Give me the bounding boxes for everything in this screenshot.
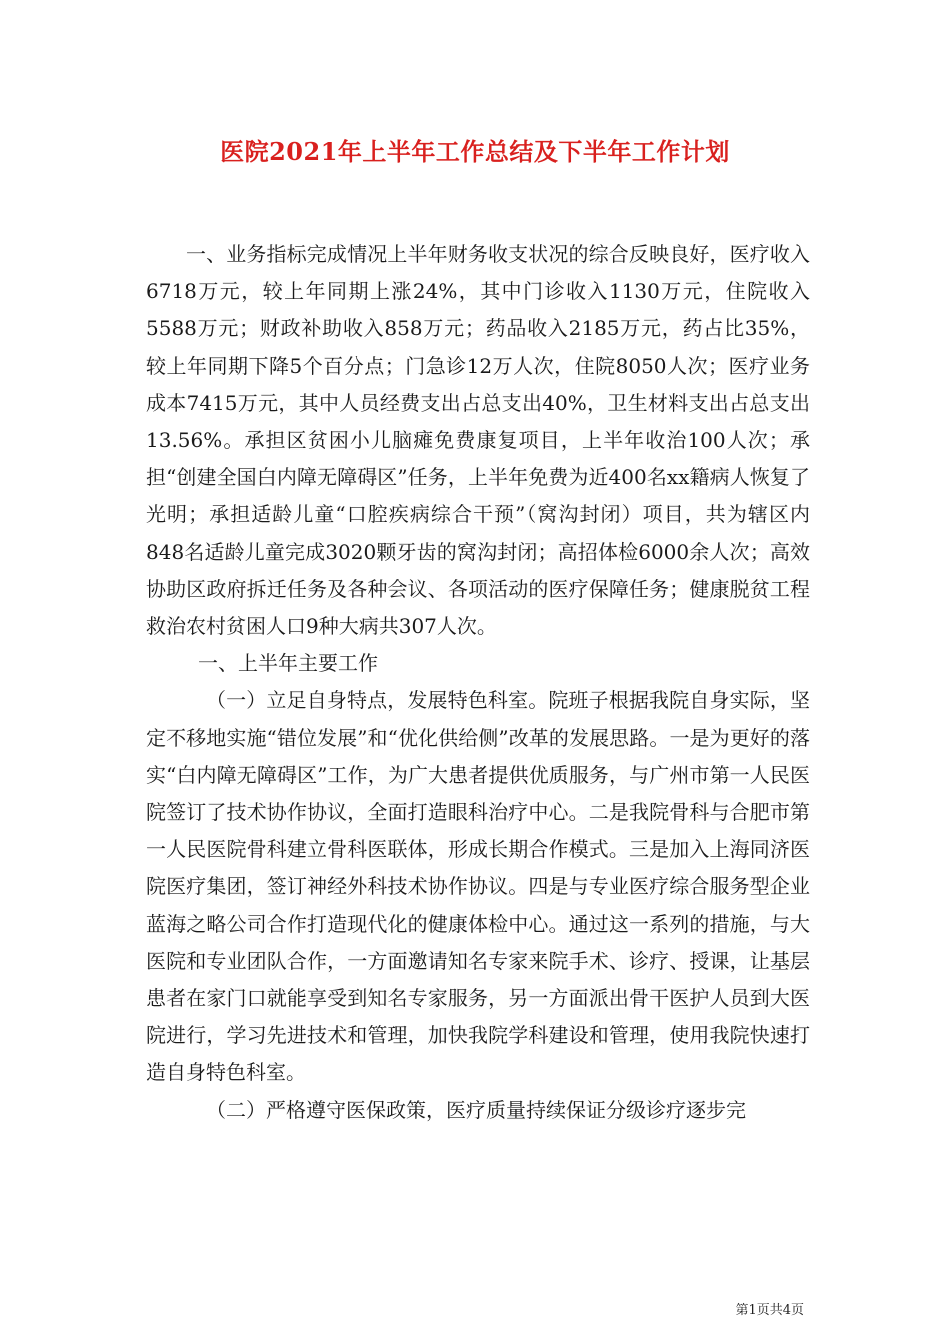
page-number-footer: 第1页共4页 [735, 1303, 804, 1318]
document-title: 医院2021年上半年工作总结及下半年工作计划 [220, 137, 730, 166]
paragraph-medical-insurance: （二）严格遵守医保政策，医疗质量持续保证分级诊疗逐步完 [206, 1097, 746, 1122]
section-heading-main-work: 一、上半年主要工作 [198, 651, 378, 676]
document-body [146, 236, 810, 1129]
paragraph-specialty-departments: （一）立足自身特点，发展特色科室。院班子根据我院自身实际，坚定不移地实施“错位发展”和“优化供给侧”改革的发展思路。一是为更好的落实“白内障无障碍区”工作，为广大患者提供优质服务，与广州市第一人民医院签订了技术协作协议，全面打造眼科治疗中心。二是我院骨科与合肥市第一人民医院骨科建立骨科医联体，形成长期合作模式。三是加入上海同济医院医疗集团，签订神经外科技术协作协议。四是与专业医疗综合服务型企业蓝海之略公司合作打造现代化的健康体检中心。通过这一系列的措施，与大医院和专业团队合作，一方面邀请知名专家来院手术、诊疗、授课，让基层患者在家门口就能享受到知名专家服务，另一方面派出骨干医护人员到大医院进行，学习先进技术和管理，加快我院学科建设和管理，使用我院快速打造自身特色科室。 [146, 688, 810, 1085]
paragraph-business-indicators: 一、业务指标完成情况上半年财务收支状况的综合反映良好，医疗收入6718万元，较上年同期上涨24%，其中门诊收入1130万元，住院收入5588万元；财政补助收入858万元；药品收入2185万元，药占比35%，较上年同期下降5个百分点；门急诊12万人次，住院8050人次；医疗业务成本7415万元，其中人员经费支出占总支出40%，卫生材料支出占总支出13.56%。承担区贫困小儿脑瘫免费康复项目，上半年收治100人次；承担“创建全国白内障无障碍区”任务，上半年免费为近400名xx籍病人恢复了光明；承担适龄儿童“口腔疾病综合干预”（窝沟封闭）项目，共为辖区内848名适龄儿童完成3020颗牙齿的窝沟封闭；高招体检6000余人次；高效协助区政府拆迁任务及各种会议、各项活动的医疗保障任务；健康脱贫工程救治农村贫困人口9种大病共307人次。 [146, 242, 810, 639]
